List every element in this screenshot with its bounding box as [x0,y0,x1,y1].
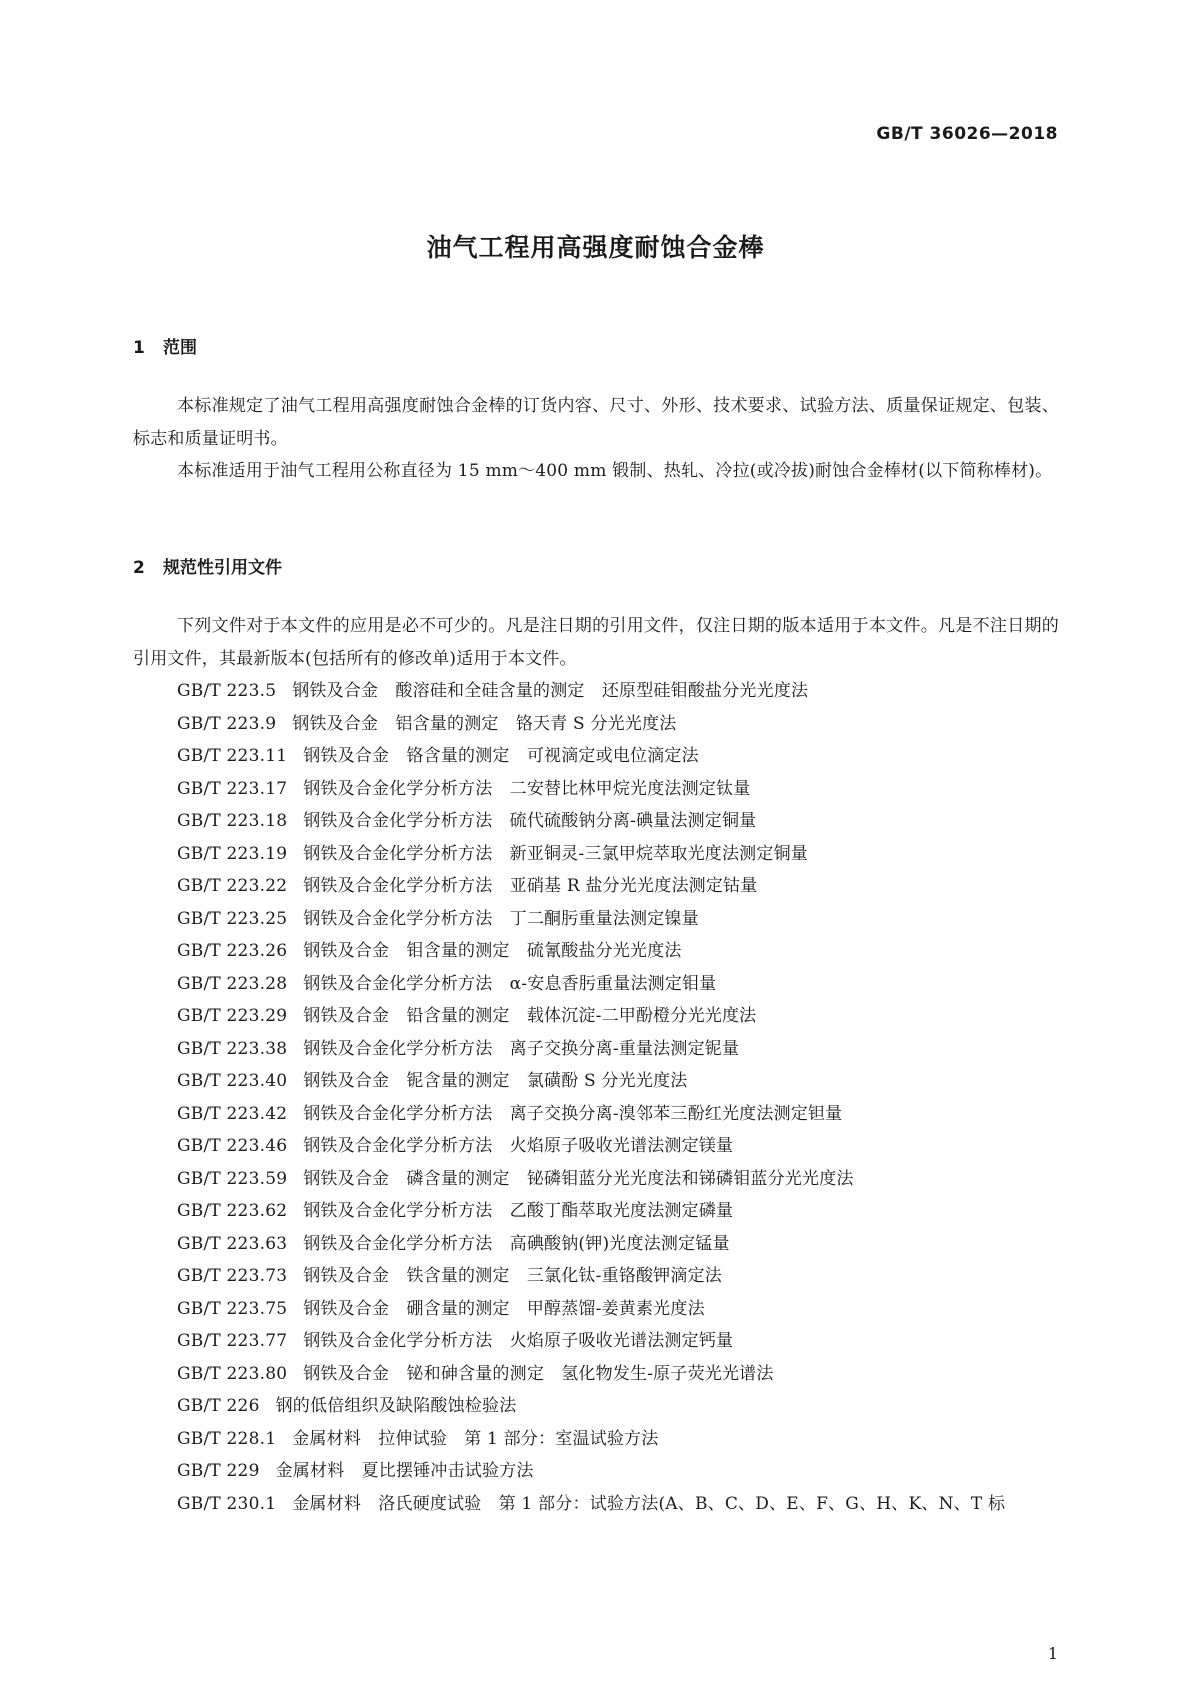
reference-title: 钢铁及合金 酸溶硅和全硅含量的测定 还原型硅钼酸盐分光光度法 [292,681,809,701]
reference-item [177,675,1061,708]
reference-title: 金属材料 洛氏硬度试验 第 1 部分：试验方法(A、B、C、D、E、F、G、H、K、N、T 标 [292,1493,1006,1514]
reference-code: GB/T 223.25 [177,908,288,929]
reference-title: 钢铁及合金 钼含量的测定 硫氰酸盐分光光度法 [303,941,682,961]
reference-title: 钢铁及合金化学分析方法 硫代硫酸钠分离-碘量法测定铜量 [303,811,757,831]
reference-code: GB/T 223.73 [177,1266,288,1286]
page-number: 1 [1047,1644,1058,1663]
reference-item [177,1260,1061,1293]
section-1-title: 范围 [163,338,197,358]
document-title: 油气工程用高强度耐蚀合金棒 [426,233,765,262]
reference-title: 钢铁及合金化学分析方法 火焰原子吸收光谱法测定镁量 [303,1136,734,1156]
reference-code: GB/T 223.80 [177,1363,288,1384]
reference-item [177,1293,1061,1326]
section-2-title: 规范性引用文件 [163,558,282,578]
reference-code: GB/T 223.29 [177,1006,288,1026]
reference-code: GB/T 223.59 [177,1168,288,1189]
reference-title: 钢铁及合金化学分析方法 火焰原子吸收光谱法测定钙量 [303,1331,734,1351]
reference-title: 钢铁及合金 铋和砷含量的测定 氢化物发生-原子荧光光谱法 [303,1363,774,1384]
reference-code: GB/T 223.9 [177,713,277,734]
reference-item [177,1065,1061,1098]
reference-code: GB/T 228.1 [177,1428,277,1449]
reference-item [177,1390,1061,1423]
reference-code: GB/T 223.26 [177,941,288,961]
reference-title: 钢铁及合金 铅含量的测定 载体沉淀-二甲酚橙分光光度法 [303,1006,757,1026]
reference-item [177,708,1061,741]
reference-item [177,968,1061,1001]
reference-code: GB/T 223.18 [177,811,288,831]
reference-item [177,1163,1061,1196]
standard-code: GB/T 36026—2018 [876,124,1058,144]
references-intro: 下列文件对于本文件的应用是必不可少的。凡是注日期的引用文件，仅注日期的版本适用于本文件。凡是不注日期的引用文件，其最新版本(包括所有的修改单)适用于本文件。 [133,616,1059,669]
reference-code: GB/T 223.5 [177,681,277,701]
section-2-number: 2 [133,558,145,578]
reference-item [177,1000,1061,1033]
reference-title: 钢铁及合金化学分析方法 高碘酸钠(钾)光度法测定锰量 [303,1233,730,1254]
reference-title: 钢铁及合金化学分析方法 二安替比林甲烷光度法测定钛量 [303,778,751,799]
reference-code: GB/T 223.28 [177,973,288,994]
reference-code: GB/T 223.11 [177,746,288,766]
reference-item [177,1325,1061,1358]
reference-item [177,1098,1061,1131]
reference-item [177,1455,1061,1488]
reference-item [177,903,1061,936]
reference-title: 钢铁及合金 铬含量的测定 可视滴定或电位滴定法 [303,746,699,766]
reference-title: 钢铁及合金化学分析方法 丁二酮肟重量法测定镍量 [303,908,699,929]
reference-title: 钢铁及合金化学分析方法 离子交换分离-重量法测定铌量 [303,1038,740,1059]
reference-item [177,1033,1061,1066]
reference-title: 钢铁及合金化学分析方法 α-安息香肟重量法测定钼量 [303,973,717,994]
reference-title: 钢铁及合金化学分析方法 新亚铜灵-三氯甲烷萃取光度法测定铜量 [303,843,808,864]
reference-code: GB/T 226 [177,1396,260,1416]
reference-item [177,1488,1061,1521]
reference-item [177,870,1061,903]
reference-title: 钢铁及合金化学分析方法 乙酸丁酯萃取光度法测定磷量 [303,1201,734,1221]
reference-item [177,1358,1061,1391]
reference-title: 钢铁及合金 硼含量的测定 甲醇蒸馏-姜黄素光度法 [303,1298,705,1319]
reference-code: GB/T 223.38 [177,1038,288,1059]
reference-title: 金属材料 夏比摆锤冲击试验方法 [275,1461,534,1481]
reference-list [177,675,1061,1520]
reference-code: GB/T 223.46 [177,1136,288,1156]
reference-item [177,1130,1061,1163]
reference-code: GB/T 223.17 [177,778,288,799]
reference-code: GB/T 223.19 [177,843,288,864]
reference-title: 钢铁及合金 铌含量的测定 氯磺酚 S 分光光度法 [303,1071,688,1091]
reference-code: GB/T 223.62 [177,1201,288,1221]
reference-item [177,935,1061,968]
reference-item [177,1195,1061,1228]
reference-item [177,773,1061,806]
reference-title: 钢铁及合金 铝含量的测定 铬天青 S 分光光度法 [292,713,677,734]
reference-title: 钢铁及合金化学分析方法 亚硝基 R 盐分光光度法测定钴量 [303,876,758,896]
scope-paragraph-2: 本标准适用于油气工程用公称直径为 15 mm～400 mm 锻制、热轧、冷拉(或冷拔)耐蚀合金棒材(以下简称棒材)。 [177,461,1053,481]
reference-code: GB/T 223.75 [177,1298,288,1319]
section-1-number: 1 [133,338,145,358]
reference-code: GB/T 229 [177,1461,260,1481]
reference-item [177,838,1061,871]
reference-code: GB/T 223.63 [177,1233,288,1254]
reference-item [177,1228,1061,1261]
reference-title: 金属材料 拉伸试验 第 1 部分：室温试验方法 [292,1428,659,1449]
reference-item [177,805,1061,838]
reference-title: 钢的低倍组织及缺陷酸蚀检验法 [275,1396,517,1416]
reference-code: GB/T 223.42 [177,1103,288,1124]
section-2-heading [133,553,282,578]
reference-code: GB/T 223.40 [177,1071,288,1091]
scope-paragraph-1: 本标准规定了油气工程用高强度耐蚀合金棒的订货内容、尺寸、外形、技术要求、试验方法、质量保证规定、包装、标志和质量证明书。 [133,396,1059,449]
section-1-heading [133,333,197,358]
reference-item [177,740,1061,773]
reference-title: 钢铁及合金化学分析方法 离子交换分离-溴邻苯三酚红光度法测定钽量 [303,1103,843,1124]
reference-title: 钢铁及合金 磷含量的测定 铋磷钼蓝分光光度法和锑磷钼蓝分光光度法 [303,1168,854,1189]
reference-item [177,1423,1061,1456]
reference-code: GB/T 223.22 [177,876,288,896]
reference-code: GB/T 223.77 [177,1331,288,1351]
reference-title: 钢铁及合金 铁含量的测定 三氯化钛-重铬酸钾滴定法 [303,1266,722,1286]
reference-code: GB/T 230.1 [177,1493,277,1514]
